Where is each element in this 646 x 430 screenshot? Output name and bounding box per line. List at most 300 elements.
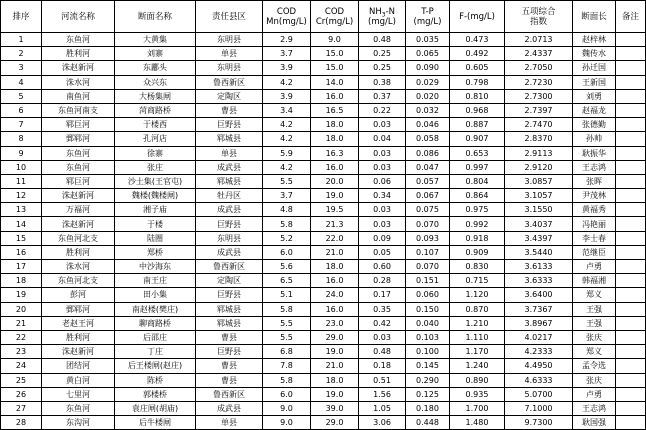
cell-cod-cr: 16.3 xyxy=(311,146,359,160)
cell-composite-index: 4.0217 xyxy=(505,330,573,344)
cell-cod-cr: 9.0 xyxy=(311,33,359,47)
cell-remark xyxy=(616,203,646,217)
cell-index: 21 xyxy=(1,316,42,330)
cell-tp: 0.103 xyxy=(406,330,450,344)
cell-remark xyxy=(616,401,646,415)
cell-cod-mn: 5.2 xyxy=(263,231,311,245)
cell-nh3n: 0.09 xyxy=(359,231,406,245)
header-district: 责任县区 xyxy=(196,1,263,33)
cell-cod-cr: 23.0 xyxy=(311,316,359,330)
cell-remark xyxy=(616,288,646,302)
cell-remark xyxy=(616,146,646,160)
cell-river: 老赵王河 xyxy=(42,316,115,330)
cell-index: 18 xyxy=(1,274,42,288)
cell-index: 5 xyxy=(1,89,42,103)
cell-tp: 0.093 xyxy=(406,231,450,245)
cell-index: 19 xyxy=(1,288,42,302)
cell-section: 于楼西 xyxy=(115,118,196,132)
cell-cod-cr: 19.0 xyxy=(311,189,359,203)
cell-nh3n: 0.03 xyxy=(359,146,406,160)
cell-remark xyxy=(616,89,646,103)
cell-section-chief: 孟令选 xyxy=(573,359,616,373)
cell-nh3n: 0.18 xyxy=(359,359,406,373)
cell-nh3n: 0.03 xyxy=(359,330,406,344)
cell-section-chief: 孙帅 xyxy=(573,132,616,146)
cell-index: 9 xyxy=(1,146,42,160)
cell-remark xyxy=(616,345,646,359)
cell-fluoride: 1.480 xyxy=(450,416,505,430)
cell-composite-index: 2.9113 xyxy=(505,146,573,160)
cell-composite-index: 3.6333 xyxy=(505,274,573,288)
cell-cod-mn: 5.5 xyxy=(263,316,311,330)
table-row xyxy=(1,274,646,288)
cell-section: 东酈头 xyxy=(115,61,196,75)
cell-nh3n: 3.06 xyxy=(359,416,406,430)
cell-river: 东沟河 xyxy=(42,416,115,430)
cell-section-chief: 范继臣 xyxy=(573,245,616,259)
cell-river: 东鱼河 xyxy=(42,401,115,415)
cell-district: 成武县 xyxy=(196,160,263,174)
cell-section: 后牛楼闸 xyxy=(115,416,196,430)
cell-district: 成武县 xyxy=(196,203,263,217)
cell-section: 大黄集 xyxy=(115,33,196,47)
table-row xyxy=(1,359,646,373)
cell-nh3n: 0.06 xyxy=(359,174,406,188)
cell-tp: 0.107 xyxy=(406,245,450,259)
cell-cod-mn: 3.7 xyxy=(263,189,311,203)
cell-remark xyxy=(616,160,646,174)
cell-section-chief: 黄福秀 xyxy=(573,203,616,217)
cell-remark xyxy=(616,260,646,274)
cell-cod-cr: 19.0 xyxy=(311,387,359,401)
cell-fluoride: 0.653 xyxy=(450,146,505,160)
cell-cod-mn: 4.8 xyxy=(263,203,311,217)
cell-tp: 0.090 xyxy=(406,61,450,75)
cell-district: 巨野县 xyxy=(196,118,263,132)
cell-index: 7 xyxy=(1,118,42,132)
cell-nh3n: 0.03 xyxy=(359,217,406,231)
cell-nh3n: 0.05 xyxy=(359,245,406,259)
cell-cod-cr: 18.0 xyxy=(311,132,359,146)
cell-nh3n: 0.38 xyxy=(359,75,406,89)
cell-cod-mn: 5.8 xyxy=(263,373,311,387)
cell-section: 后王楼闸(赵庄) xyxy=(115,359,196,373)
cell-section: 魏楼(魏楼闸) xyxy=(115,189,196,203)
cell-tp: 0.070 xyxy=(406,217,450,231)
cell-composite-index: 3.6400 xyxy=(505,288,573,302)
cell-index: 23 xyxy=(1,345,42,359)
cell-tp: 0.448 xyxy=(406,416,450,430)
cell-fluoride: 0.890 xyxy=(450,373,505,387)
cell-remark xyxy=(616,274,646,288)
table-row xyxy=(1,245,646,259)
cell-fluoride: 0.909 xyxy=(450,245,505,259)
cell-cod-cr: 21.0 xyxy=(311,245,359,259)
cell-fluoride: 0.715 xyxy=(450,274,505,288)
cell-fluoride: 1.170 xyxy=(450,345,505,359)
cell-cod-mn: 9.0 xyxy=(263,416,311,430)
cell-district: 鲁西新区 xyxy=(196,75,263,89)
cell-fluoride: 0.975 xyxy=(450,203,505,217)
cell-section-chief: 赵梓林 xyxy=(573,33,616,47)
cell-section: 后邵庄 xyxy=(115,330,196,344)
cell-section: 郑桥 xyxy=(115,245,196,259)
cell-cod-cr: 19.5 xyxy=(311,203,359,217)
cell-section: 南赵楼(樊庄) xyxy=(115,302,196,316)
cell-remark xyxy=(616,174,646,188)
cell-cod-cr: 20.0 xyxy=(311,174,359,188)
cell-nh3n: 0.37 xyxy=(359,89,406,103)
cell-cod-mn: 3.9 xyxy=(263,89,311,103)
cell-section-chief: 孙迁国 xyxy=(573,61,616,75)
cell-index: 22 xyxy=(1,330,42,344)
cell-nh3n: 0.48 xyxy=(359,345,406,359)
cell-section: 聊商路桥 xyxy=(115,316,196,330)
cell-river: 彭河 xyxy=(42,288,115,302)
cell-river: 南鱼河 xyxy=(42,89,115,103)
cell-nh3n: 1.05 xyxy=(359,401,406,415)
cell-nh3n: 0.03 xyxy=(359,118,406,132)
cell-river: 胜利河 xyxy=(42,47,115,61)
cell-section-chief: 耿国强 xyxy=(573,416,616,430)
cell-cod-mn: 6.8 xyxy=(263,345,311,359)
cell-section: 众兴东 xyxy=(115,75,196,89)
cell-cod-cr: 16.5 xyxy=(311,103,359,117)
cell-remark xyxy=(616,330,646,344)
cell-district: 东明县 xyxy=(196,61,263,75)
header-river: 河流名称 xyxy=(42,1,115,33)
cell-section: 田小集 xyxy=(115,288,196,302)
cell-tp: 0.057 xyxy=(406,174,450,188)
table-body xyxy=(1,33,646,430)
cell-index: 24 xyxy=(1,359,42,373)
cell-district: 鲁西新区 xyxy=(196,260,263,274)
cell-tp: 0.075 xyxy=(406,203,450,217)
table-row xyxy=(1,330,646,344)
cell-fluoride: 0.997 xyxy=(450,160,505,174)
cell-section: 丁庄 xyxy=(115,345,196,359)
cell-composite-index: 3.1057 xyxy=(505,189,573,203)
cell-section-chief: 王志鸿 xyxy=(573,160,616,174)
cell-section-chief: 张庆 xyxy=(573,373,616,387)
cell-fluoride: 0.887 xyxy=(450,118,505,132)
cell-nh3n: 0.42 xyxy=(359,316,406,330)
table-row xyxy=(1,33,646,47)
cell-cod-mn: 6.0 xyxy=(263,387,311,401)
cell-river: 鄄郓河 xyxy=(42,302,115,316)
cell-composite-index: 3.0857 xyxy=(505,174,573,188)
cell-remark xyxy=(616,217,646,231)
table-row xyxy=(1,373,646,387)
cell-nh3n: 0.34 xyxy=(359,189,406,203)
cell-river: 洙赵新河 xyxy=(42,345,115,359)
cell-tp: 0.029 xyxy=(406,75,450,89)
cell-composite-index: 3.4397 xyxy=(505,231,573,245)
table-row xyxy=(1,103,646,117)
cell-composite-index: 2.0713 xyxy=(505,33,573,47)
cell-cod-mn: 5.1 xyxy=(263,288,311,302)
cell-section-chief: 王强 xyxy=(573,316,616,330)
cell-fluoride: 1.120 xyxy=(450,288,505,302)
header-section-chief: 断面长 xyxy=(573,1,616,33)
cell-nh3n: 1.56 xyxy=(359,387,406,401)
cell-tp: 0.032 xyxy=(406,103,450,117)
table-row xyxy=(1,89,646,103)
cell-section: 张庄 xyxy=(115,160,196,174)
cell-index: 11 xyxy=(1,174,42,188)
cell-tp: 0.035 xyxy=(406,33,450,47)
cell-tp: 0.060 xyxy=(406,288,450,302)
cell-district: 曹县 xyxy=(196,359,263,373)
cell-section: 陈桥 xyxy=(115,373,196,387)
cell-remark xyxy=(616,189,646,203)
cell-section-chief: 卢勇 xyxy=(573,260,616,274)
table-row xyxy=(1,401,646,415)
cell-cod-cr: 14.0 xyxy=(311,75,359,89)
cell-cod-cr: 29.0 xyxy=(311,330,359,344)
cell-composite-index: 2.7397 xyxy=(505,103,573,117)
cell-index: 27 xyxy=(1,401,42,415)
cell-fluoride: 0.473 xyxy=(450,33,505,47)
table-row xyxy=(1,203,646,217)
cell-cod-mn: 4.2 xyxy=(263,75,311,89)
cell-composite-index: 4.2333 xyxy=(505,345,573,359)
cell-cod-cr: 18.0 xyxy=(311,118,359,132)
cell-district: 东明县 xyxy=(196,33,263,47)
cell-section-chief: 赵福龙 xyxy=(573,103,616,117)
cell-remark xyxy=(616,302,646,316)
cell-river: 东鱼河 xyxy=(42,160,115,174)
cell-river: 鄄郓河 xyxy=(42,132,115,146)
cell-fluoride: 0.804 xyxy=(450,174,505,188)
cell-tp: 0.047 xyxy=(406,160,450,174)
cell-section-chief: 张晖 xyxy=(573,174,616,188)
cell-cod-mn: 4.2 xyxy=(263,160,311,174)
cell-river: 洙水河 xyxy=(42,260,115,274)
cell-index: 15 xyxy=(1,231,42,245)
cell-composite-index: 2.8370 xyxy=(505,132,573,146)
cell-index: 3 xyxy=(1,61,42,75)
cell-nh3n: 0.22 xyxy=(359,103,406,117)
cell-river: 东鱼河南支 xyxy=(42,103,115,117)
table-row xyxy=(1,260,646,274)
cell-cod-cr: 16.0 xyxy=(311,89,359,103)
cell-fluoride: 0.918 xyxy=(450,231,505,245)
cell-composite-index: 3.7367 xyxy=(505,302,573,316)
cell-index: 20 xyxy=(1,302,42,316)
cell-district: 郓城县 xyxy=(196,132,263,146)
cell-nh3n: 0.04 xyxy=(359,132,406,146)
cell-composite-index: 2.7300 xyxy=(505,89,573,103)
cell-tp: 0.058 xyxy=(406,132,450,146)
cell-cod-cr: 15.0 xyxy=(311,47,359,61)
cell-cod-mn: 6.0 xyxy=(263,245,311,259)
cell-section: 中沙海东 xyxy=(115,260,196,274)
cell-cod-mn: 5.9 xyxy=(263,146,311,160)
cell-district: 鲁西新区 xyxy=(196,387,263,401)
cell-remark xyxy=(616,387,646,401)
cell-section: 郭楼桥 xyxy=(115,387,196,401)
cell-index: 12 xyxy=(1,189,42,203)
cell-remark xyxy=(616,231,646,245)
cell-index: 4 xyxy=(1,75,42,89)
cell-district: 巨野县 xyxy=(196,217,263,231)
cell-composite-index: 2.7470 xyxy=(505,118,573,132)
cell-composite-index: 2.7050 xyxy=(505,61,573,75)
cell-river: 洙水河 xyxy=(42,75,115,89)
cell-tp: 0.151 xyxy=(406,274,450,288)
cell-district: 郓城县 xyxy=(196,316,263,330)
cell-tp: 0.145 xyxy=(406,359,450,373)
cell-district: 成武县 xyxy=(196,245,263,259)
cell-tp: 0.040 xyxy=(406,316,450,330)
cell-river: 东鱼河 xyxy=(42,33,115,47)
table-row xyxy=(1,302,646,316)
cell-section-chief: 张德勤 xyxy=(573,118,616,132)
cell-cod-mn: 6.5 xyxy=(263,274,311,288)
cell-section: 陆圈 xyxy=(115,231,196,245)
cell-river: 东鱼河北支 xyxy=(42,274,115,288)
cell-composite-index: 2.9120 xyxy=(505,160,573,174)
cell-fluoride: 0.798 xyxy=(450,75,505,89)
cell-index: 28 xyxy=(1,416,42,430)
cell-remark xyxy=(616,118,646,132)
cell-river: 黄白河 xyxy=(42,373,115,387)
cell-remark xyxy=(616,33,646,47)
cell-river: 团结河 xyxy=(42,359,115,373)
cell-nh3n: 0.25 xyxy=(359,47,406,61)
table-header-row xyxy=(1,1,646,33)
cell-section-chief: 刘勇 xyxy=(573,89,616,103)
cell-district: 曹县 xyxy=(196,103,263,117)
cell-composite-index: 5.0700 xyxy=(505,387,573,401)
cell-fluoride: 0.968 xyxy=(450,103,505,117)
cell-tp: 0.086 xyxy=(406,146,450,160)
table-row xyxy=(1,75,646,89)
table-row xyxy=(1,47,646,61)
cell-district: 郓城县 xyxy=(196,174,263,188)
cell-remark xyxy=(616,316,646,330)
cell-cod-mn: 5.5 xyxy=(263,174,311,188)
table-row xyxy=(1,231,646,245)
cell-river: 洙赵新河 xyxy=(42,61,115,75)
cell-section-chief: 耿振华 xyxy=(573,146,616,160)
cell-district: 巨野县 xyxy=(196,345,263,359)
cell-composite-index: 3.6133 xyxy=(505,260,573,274)
cell-nh3n: 0.35 xyxy=(359,302,406,316)
cell-district: 牡丹区 xyxy=(196,189,263,203)
cell-composite-index: 3.4037 xyxy=(505,217,573,231)
cell-index: 26 xyxy=(1,387,42,401)
cell-index: 6 xyxy=(1,103,42,117)
cell-cod-cr: 24.0 xyxy=(311,288,359,302)
cell-fluoride: 0.992 xyxy=(450,217,505,231)
cell-fluoride: 0.810 xyxy=(450,89,505,103)
cell-cod-mn: 5.6 xyxy=(263,260,311,274)
cell-remark xyxy=(616,47,646,61)
cell-district: 巨野县 xyxy=(196,288,263,302)
cell-district: 郓城县 xyxy=(196,302,263,316)
cell-cod-mn: 3.9 xyxy=(263,61,311,75)
cell-composite-index: 3.5440 xyxy=(505,245,573,259)
cell-section: 袁庄闸(胡庙) xyxy=(115,401,196,415)
cell-section-chief: 韩福湘 xyxy=(573,274,616,288)
cell-remark xyxy=(616,103,646,117)
table-row xyxy=(1,316,646,330)
table-row xyxy=(1,189,646,203)
cell-river: 东鱼河北支 xyxy=(42,231,115,245)
cell-district: 成武县 xyxy=(196,401,263,415)
cell-remark xyxy=(616,245,646,259)
cell-cod-mn: 3.4 xyxy=(263,103,311,117)
cell-index: 25 xyxy=(1,373,42,387)
cell-cod-cr: 16.0 xyxy=(311,160,359,174)
header-cod-cr: COD Cr(mg/L) xyxy=(311,1,359,33)
table-row xyxy=(1,160,646,174)
cell-section-chief: 郑义 xyxy=(573,345,616,359)
cell-section: 南王庄 xyxy=(115,274,196,288)
table-row xyxy=(1,146,646,160)
cell-index: 13 xyxy=(1,203,42,217)
cell-remark xyxy=(616,373,646,387)
cell-section-chief: 魏传水 xyxy=(573,47,616,61)
cell-cod-cr: 15.0 xyxy=(311,61,359,75)
cell-cod-cr: 21.0 xyxy=(311,359,359,373)
cell-cod-mn: 2.9 xyxy=(263,33,311,47)
cell-fluoride: 1.210 xyxy=(450,316,505,330)
cell-section: 湘子庙 xyxy=(115,203,196,217)
header-remark: 备注 xyxy=(616,1,646,33)
cell-tp: 0.100 xyxy=(406,345,450,359)
cell-fluoride: 1.240 xyxy=(450,359,505,373)
cell-cod-cr: 29.0 xyxy=(311,416,359,430)
cell-fluoride: 0.605 xyxy=(450,61,505,75)
cell-cod-cr: 19.0 xyxy=(311,345,359,359)
cell-section-chief: 冯艳丽 xyxy=(573,217,616,231)
cell-index: 8 xyxy=(1,132,42,146)
cell-remark xyxy=(616,132,646,146)
cell-index: 16 xyxy=(1,245,42,259)
cell-nh3n: 0.48 xyxy=(359,33,406,47)
cell-index: 10 xyxy=(1,160,42,174)
cell-cod-cr: 18.0 xyxy=(311,373,359,387)
cell-nh3n: 0.17 xyxy=(359,288,406,302)
header-composite-index: 五项综合 指数 xyxy=(505,1,573,33)
cell-fluoride: 0.870 xyxy=(450,302,505,316)
cell-tp: 0.065 xyxy=(406,47,450,61)
cell-fluoride: 0.907 xyxy=(450,132,505,146)
cell-cod-cr: 18.0 xyxy=(311,260,359,274)
cell-tp: 0.180 xyxy=(406,401,450,415)
header-tp: T-P (mg/L) xyxy=(406,1,450,33)
cell-section-chief: 尹茂林 xyxy=(573,189,616,203)
cell-cod-cr: 16.0 xyxy=(311,274,359,288)
cell-cod-mn: 5.5 xyxy=(263,330,311,344)
cell-section: 沙土集(王官屯) xyxy=(115,174,196,188)
cell-cod-mn: 9.0 xyxy=(263,401,311,415)
cell-river: 郓巨河 xyxy=(42,174,115,188)
cell-tp: 0.020 xyxy=(406,89,450,103)
table-row xyxy=(1,118,646,132)
cell-section: 刘寨 xyxy=(115,47,196,61)
cell-district: 定陶区 xyxy=(196,274,263,288)
table-row xyxy=(1,387,646,401)
cell-river: 洙赵新河 xyxy=(42,189,115,203)
cell-river: 洙赵新河 xyxy=(42,217,115,231)
cell-district: 曹县 xyxy=(196,330,263,344)
cell-river: 七里河 xyxy=(42,387,115,401)
cell-river: 东鱼河 xyxy=(42,146,115,160)
